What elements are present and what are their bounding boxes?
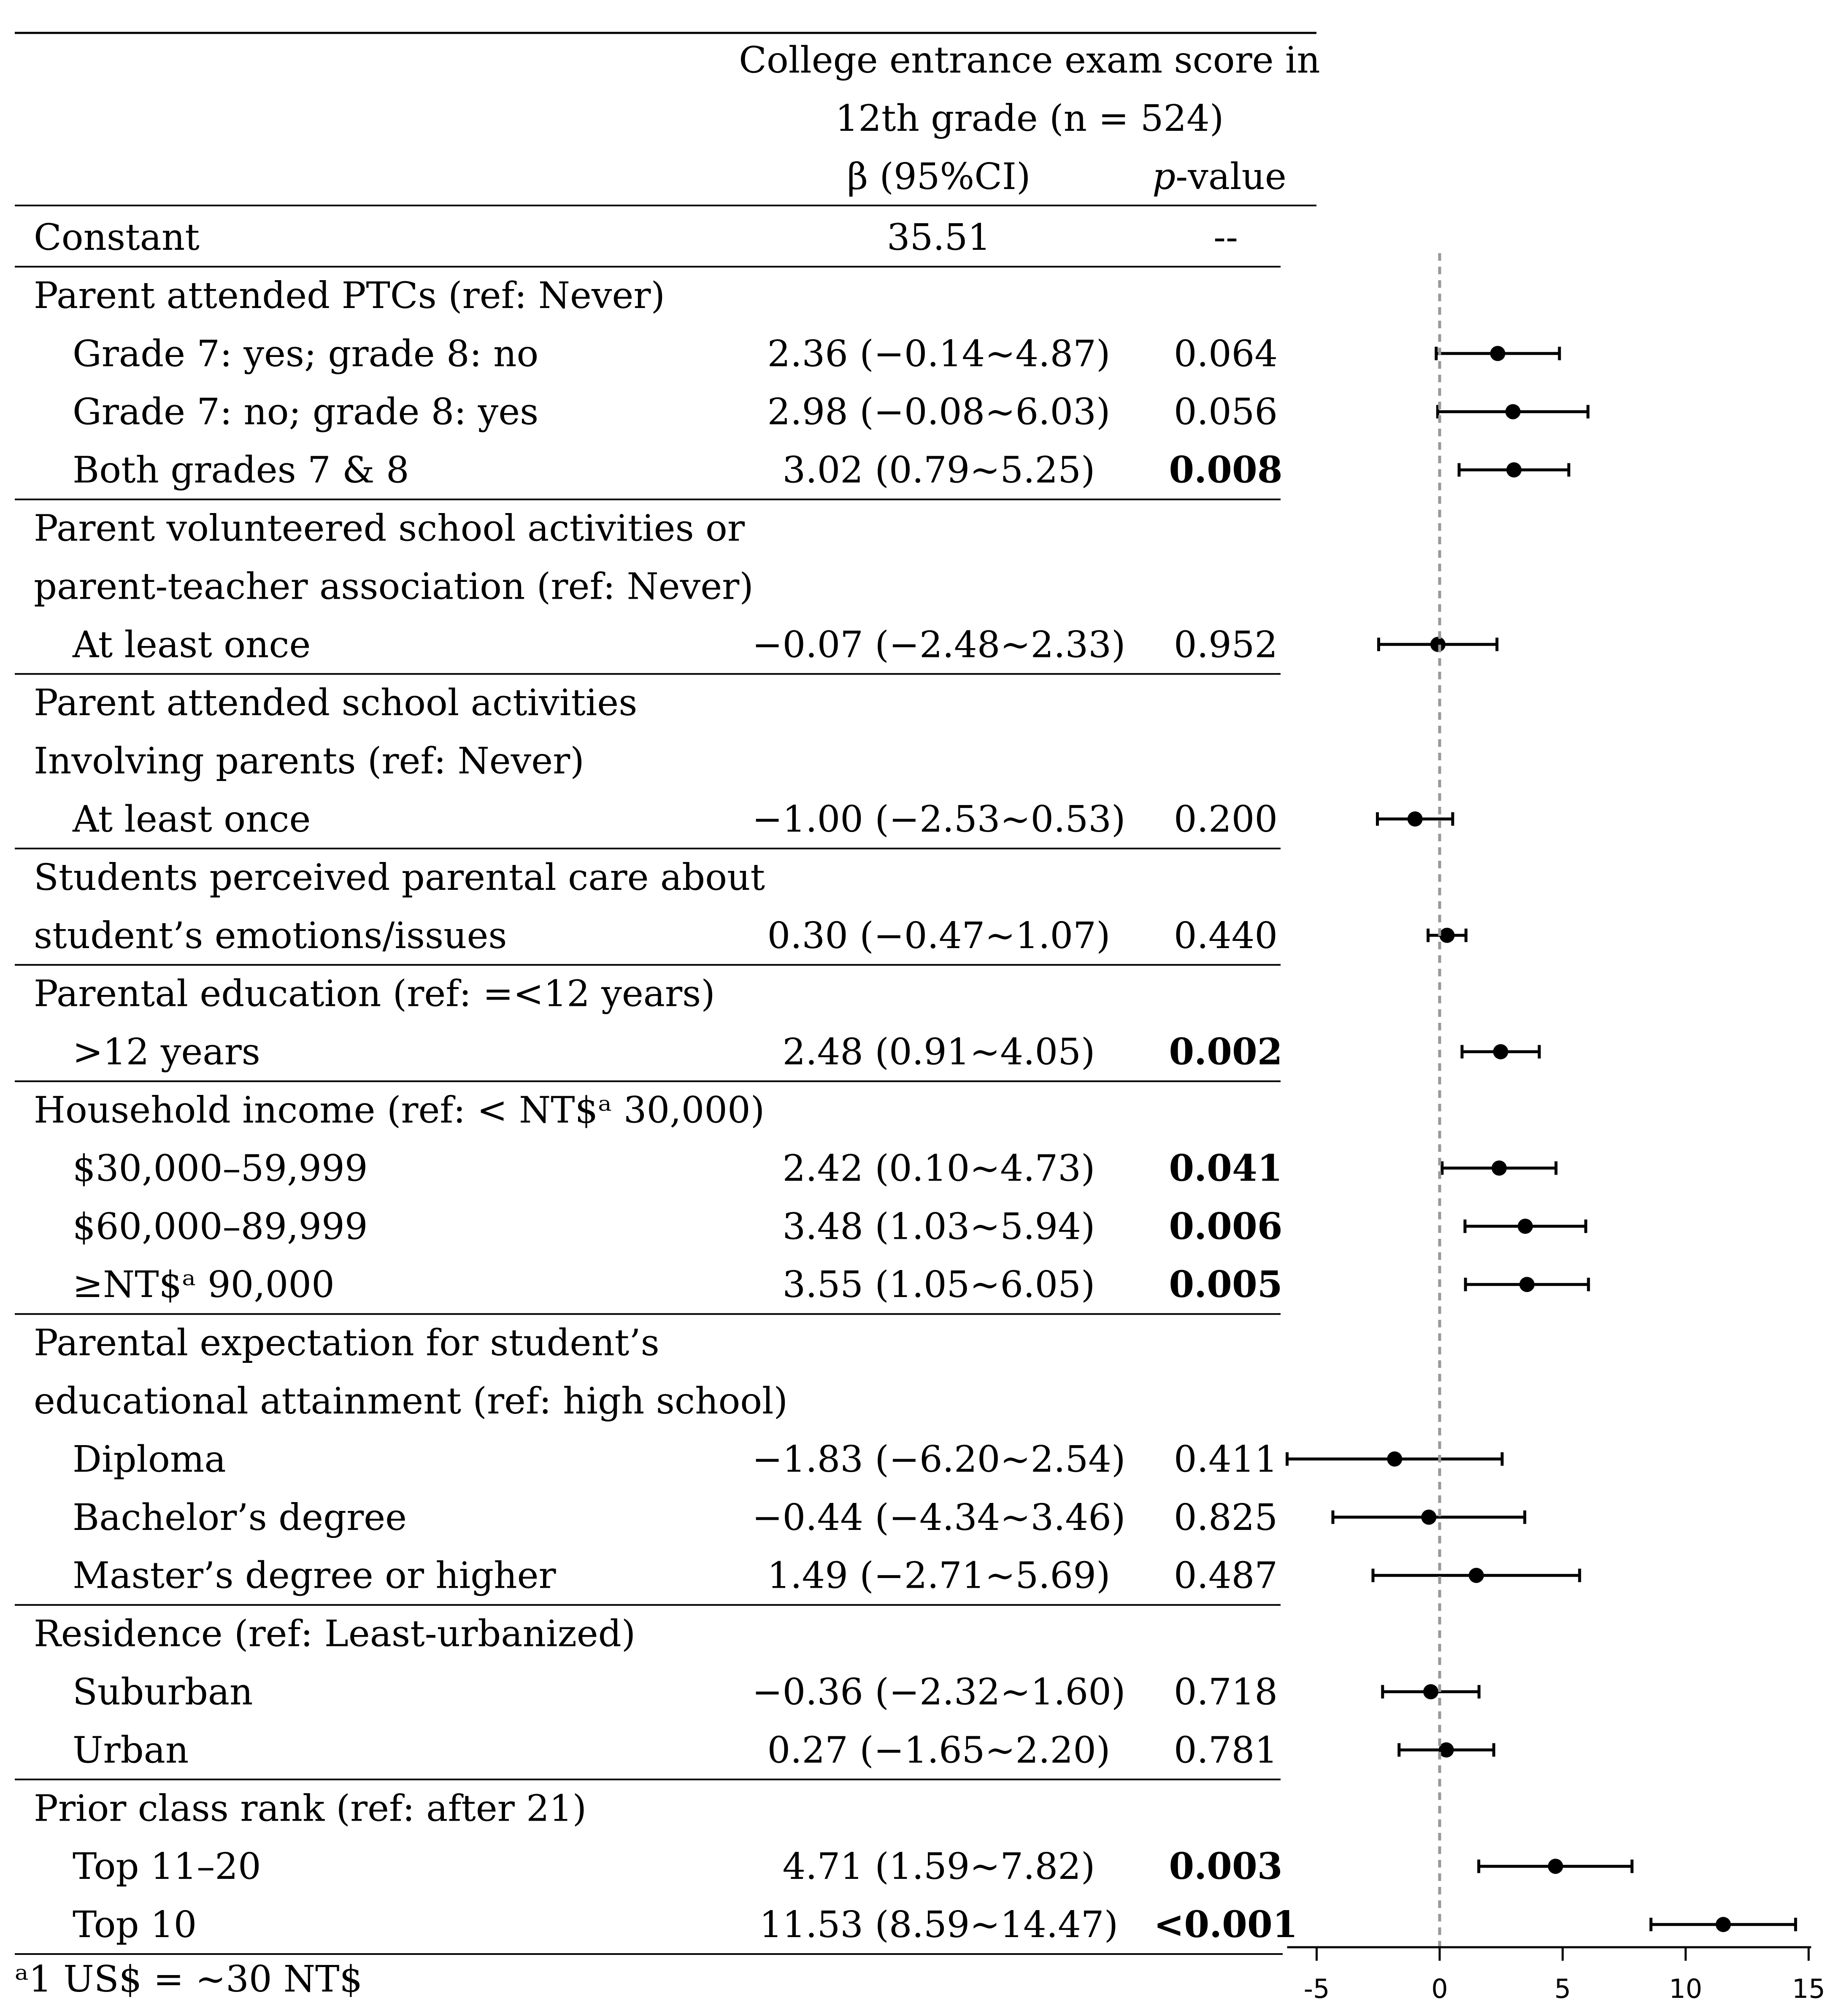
forest-plot-point	[1462, 1044, 1539, 1059]
row-p-value: 0.005	[1169, 1263, 1283, 1306]
row-beta: 2.36 (−0.14~4.87)	[767, 332, 1111, 375]
row-beta: 2.48 (0.91~4.05)	[782, 1031, 1095, 1073]
row-label: Involving parents (ref: Never)	[34, 740, 584, 783]
row-label: Top 10	[73, 1904, 197, 1946]
forest-plot-point	[1465, 1277, 1589, 1292]
point-estimate	[1423, 1684, 1438, 1700]
row-p-value: <0.001	[1154, 1903, 1298, 1946]
row-beta: 11.53 (8.59~14.47)	[759, 1904, 1119, 1946]
row-p-value: 0.718	[1173, 1671, 1278, 1713]
regression-table	[15, 33, 1320, 2000]
x-tick-label: 15	[1792, 1973, 1825, 2004]
row-p-value: 0.952	[1173, 624, 1278, 666]
row-p-value: 0.781	[1173, 1729, 1278, 1772]
row-p-value: 0.411	[1173, 1438, 1278, 1481]
row-label: Parent attended PTCs (ref: Never)	[34, 274, 665, 317]
row-beta: −1.83 (−6.20~2.54)	[752, 1438, 1126, 1481]
row-p-value: 0.008	[1169, 449, 1283, 492]
point-estimate	[1518, 1219, 1533, 1234]
point-estimate	[1421, 1510, 1436, 1525]
point-estimate	[1439, 928, 1454, 943]
x-tick-label: -5	[1303, 1973, 1330, 2004]
point-estimate	[1387, 1451, 1402, 1467]
outcome-header-line2: 12th grade (n = 524)	[835, 97, 1224, 140]
row-p-value: 0.006	[1169, 1205, 1283, 1248]
forest-plot-point	[1479, 1859, 1632, 1874]
x-tick-label: 0	[1431, 1973, 1448, 2004]
footnote: ᵃ1 US$ = ~30 NT$	[15, 1958, 363, 2000]
forest-plot-point	[1378, 637, 1497, 652]
row-label: Parent volunteered school activities or	[34, 507, 745, 550]
row-p-value: 0.440	[1173, 914, 1278, 957]
forest-plot-point	[1442, 1160, 1556, 1176]
row-label: Bachelor’s degree	[73, 1496, 407, 1539]
row-beta: 35.51	[886, 216, 991, 259]
row-beta: 0.27 (−1.65~2.20)	[767, 1729, 1111, 1772]
row-beta: 0.30 (−0.47~1.07)	[767, 914, 1111, 957]
row-label: Parental education (ref: =<12 years)	[34, 973, 715, 1015]
row-label: student’s emotions/issues	[34, 914, 507, 957]
row-beta: −0.44 (−4.34~3.46)	[752, 1496, 1126, 1539]
point-estimate	[1430, 637, 1446, 652]
forest-plot	[1287, 253, 1825, 2004]
row-label: Parent attended school activities	[34, 682, 638, 724]
row-label: Parental expectation for student’s	[34, 1322, 659, 1365]
x-tick-label: 5	[1554, 1973, 1571, 2004]
row-beta: 2.98 (−0.08~6.03)	[767, 391, 1111, 433]
row-label: Residence (ref: Least-urbanized)	[34, 1613, 636, 1655]
row-beta: −1.00 (−2.53~0.53)	[752, 798, 1126, 840]
row-label: Diploma	[73, 1438, 226, 1481]
row-p-value: 0.487	[1173, 1554, 1278, 1597]
row-p-value: 0.064	[1173, 332, 1278, 375]
forest-plot-point	[1438, 404, 1588, 419]
row-p-value: 0.056	[1173, 391, 1278, 433]
row-label: ≥NT$ᵃ 90,000	[73, 1264, 335, 1306]
forest-plot-point	[1373, 1568, 1580, 1583]
row-label: >12 years	[73, 1031, 260, 1073]
row-p-value: --	[1213, 216, 1238, 259]
row-label: $30,000–59,999	[73, 1147, 368, 1190]
x-tick-label: 10	[1669, 1973, 1703, 2004]
point-estimate	[1519, 1277, 1535, 1292]
row-beta: 2.42 (0.10~4.73)	[782, 1147, 1095, 1190]
row-beta: 3.48 (1.03~5.94)	[782, 1205, 1095, 1248]
forest-plot-point	[1333, 1510, 1525, 1525]
table-rows	[15, 216, 1298, 1954]
forest-plot-point	[1428, 928, 1466, 943]
row-label: Prior class rank (ref: after 21)	[34, 1787, 587, 1830]
row-label: Constant	[34, 216, 200, 259]
outcome-header-line1: College entrance exam score in	[739, 39, 1320, 81]
row-p-value: 0.825	[1173, 1496, 1278, 1539]
forest-plot-point	[1287, 1451, 1503, 1467]
row-label: Urban	[73, 1729, 189, 1772]
row-beta: 3.02 (0.79~5.25)	[782, 449, 1095, 492]
row-beta: 4.71 (1.59~7.82)	[782, 1846, 1095, 1888]
p-value-column-header	[1152, 156, 1286, 198]
row-label: $60,000–89,999	[73, 1205, 368, 1248]
row-p-value: 0.002	[1169, 1030, 1283, 1073]
row-label: Both grades 7 & 8	[73, 449, 409, 492]
row-label: At least once	[73, 624, 311, 666]
forest-plot-point	[1399, 1742, 1494, 1757]
row-label: Household income (ref: < NT$ᵃ 30,000)	[34, 1089, 765, 1132]
row-p-value: 0.041	[1169, 1147, 1283, 1190]
row-label: Top 11–20	[73, 1846, 261, 1888]
point-estimate	[1490, 346, 1505, 361]
row-beta: 1.49 (−2.71~5.69)	[767, 1554, 1111, 1597]
row-beta: −0.07 (−2.48~2.33)	[752, 624, 1126, 666]
row-label: Suburban	[73, 1671, 253, 1713]
row-label: parent-teacher association (ref: Never)	[34, 565, 754, 608]
point-estimate	[1506, 462, 1522, 478]
row-label: Master’s degree or higher	[73, 1554, 556, 1597]
point-estimate	[1492, 1160, 1507, 1176]
point-estimate	[1408, 811, 1423, 827]
row-label: Students perceived parental care about	[34, 856, 765, 899]
row-beta: −0.36 (−2.32~1.60)	[752, 1671, 1126, 1713]
row-label: Grade 7: yes; grade 8: no	[73, 332, 539, 375]
point-estimate	[1493, 1044, 1508, 1059]
forest-plot-point	[1378, 811, 1453, 827]
row-p-value: 0.003	[1169, 1845, 1283, 1888]
point-estimate	[1548, 1859, 1563, 1874]
point-estimate	[1469, 1568, 1484, 1583]
point-estimate	[1716, 1917, 1731, 1932]
point-estimate	[1505, 404, 1521, 419]
beta-column-header: β (95%CI)	[847, 156, 1031, 198]
row-p-value: 0.200	[1173, 798, 1278, 840]
row-beta: 3.55 (1.05~6.05)	[782, 1264, 1095, 1306]
row-label: educational attainment (ref: high school)	[34, 1380, 788, 1422]
forest-plot-point	[1383, 1684, 1479, 1700]
forest-plot-point	[1459, 462, 1569, 478]
row-label: At least once	[73, 798, 311, 840]
p-italic: p	[1152, 156, 1176, 198]
forest-plot-point	[1651, 1917, 1796, 1932]
forest-plot-point	[1465, 1219, 1586, 1234]
p-rest: -value	[1176, 156, 1286, 198]
forest-plot-point	[1436, 346, 1559, 361]
row-label: Grade 7: no; grade 8: yes	[73, 391, 539, 433]
